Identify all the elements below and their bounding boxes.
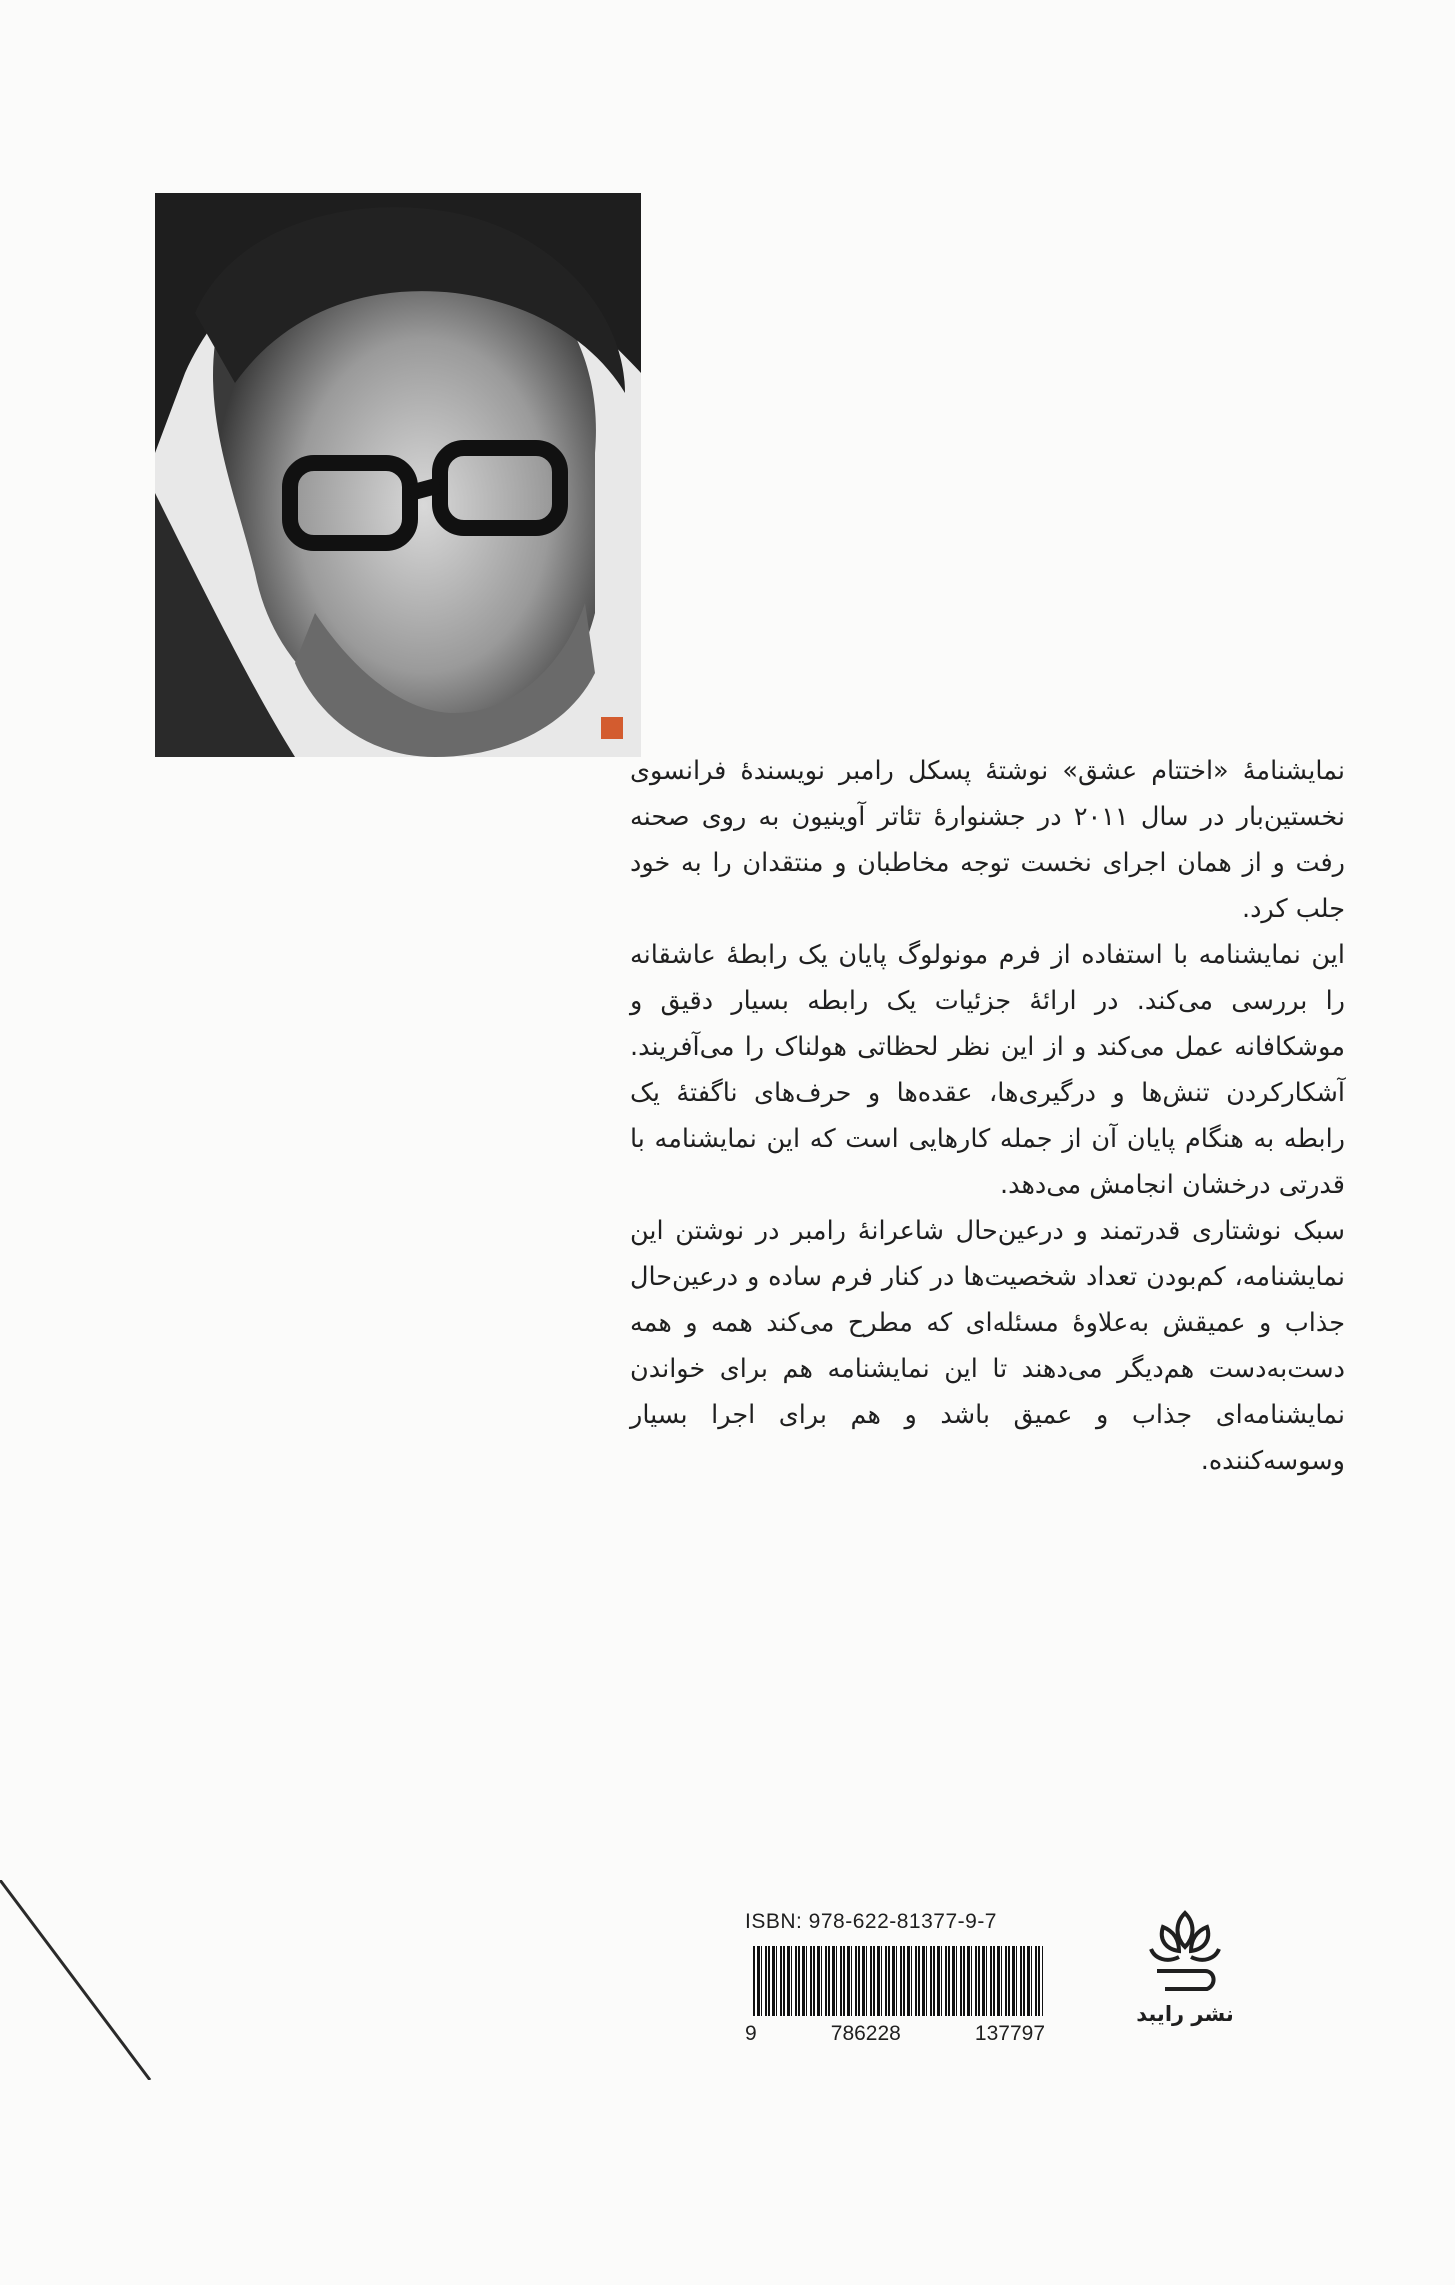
author-photo [155, 193, 641, 757]
lotus-logo-icon [1145, 1905, 1225, 2000]
blurb-paragraph: نمایشنامهٔ «اختتام عشق» نوشتهٔ پسکل رامبر نویسندهٔ فرانسوی نخستین‌بار در سال ۲۰۱۱ در جشنوارهٔ تئاتر آوینیون به روی صحنه رفت و از همان اجرای نخست توجه مخاطبان و منتقدان را به خود جلب کرد. [630, 756, 1345, 924]
author-portrait-image [155, 193, 641, 757]
barcode-digits [745, 2022, 1045, 2046]
back-cover-blurb [630, 748, 1345, 1484]
blurb-paragraph: این نمایشنامه با استفاده از فرم مونولوگ پایان یک رابطهٔ عاشقانه را بررسی می‌کند. در ارائهٔ جزئیات یک رابطه بسیار دقیق و موشکافانه عمل می‌کند و از این نظر لحظاتی هولناک را می‌آفریند. آشکارکردن تنش‌ها و درگیری‌ها، عقده‌ها و حرف‌های ناگفتهٔ یک رابطه به هنگام پایان آن از جمله کارهایی است که این نمایشنامه با قدرتی درخشان انجامش می‌دهد. [630, 940, 1345, 1200]
barcode-digit-group2: 137797 [974, 2022, 1045, 2045]
barcode-digit-group1: 786228 [830, 2022, 901, 2045]
blurb-paragraph: سبک نوشتاری قدرتمند و درعین‌حال شاعرانهٔ رامبر در نوشتن این نمایشنامه، کم‌بودن تعداد شخصیت‌ها در کنار فرم ساده و درعین‌حال جذاب و عمیقش به‌علاوهٔ مسئله‌ای که مطرح می‌کند همه و همه دست‌به‌دست هم‌دیگر می‌دهند تا این نمایشنامه هم برای خواندن نمایشنامه‌ای جذاب و عمیق باشد و هم برای اجرا بسیار وسوسه‌کننده. [630, 1216, 1345, 1476]
barcode-digit-lead: 9 [745, 2022, 757, 2045]
corner-divider [0, 1880, 160, 2080]
photo-badge [601, 717, 623, 739]
isbn-label: ISBN: 978-622-81377-9-7 [745, 1910, 997, 1933]
publisher-logo [1130, 1905, 1240, 2045]
barcode [753, 1946, 1043, 2016]
isbn-block [745, 1910, 1045, 2050]
publisher-name: نشر رایبد [1136, 2002, 1234, 2026]
